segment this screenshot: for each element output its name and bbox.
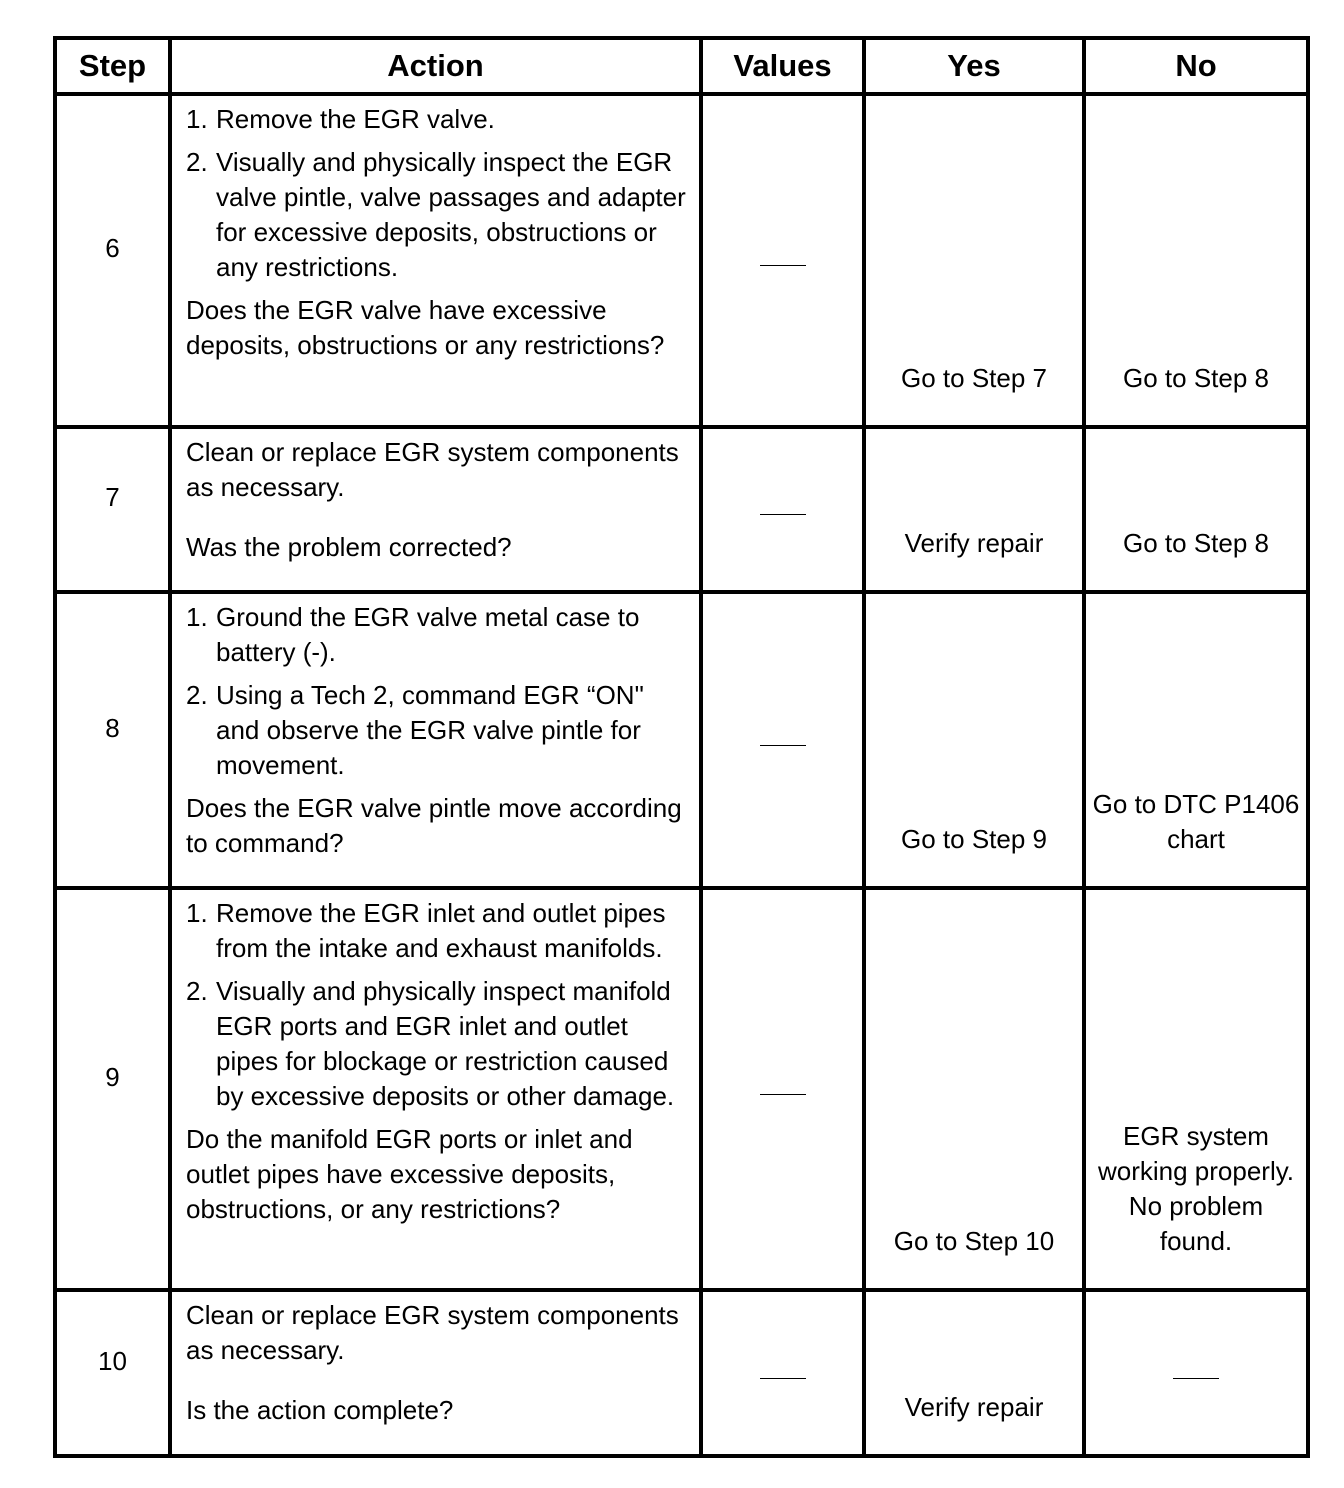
action-text: Clean or replace EGR system components as necessary. xyxy=(186,437,679,502)
table-row xyxy=(55,1290,1308,1456)
header-no: No xyxy=(1084,38,1308,94)
empty-value-dash xyxy=(760,1378,806,1379)
action-item: 2. Visually and physically inspect manifold EGR ports and EGR inlet and outlet pipes for blockage or restriction caused by excessive deposits or other damage. xyxy=(186,976,675,1111)
values-cell xyxy=(701,592,864,888)
action-cell xyxy=(170,1290,701,1456)
yes-cell: Go to Step 9 xyxy=(864,592,1084,888)
no-cell: Go to Step 8 xyxy=(1084,94,1308,427)
action-item: 2. Using a Tech 2, command EGR “ON" and observe the EGR valve pintle for movement. xyxy=(186,680,644,780)
values-cell xyxy=(701,1290,864,1456)
action-question: Do the manifold EGR ports or inlet and outlet pipes have excessive deposits, obstructions, or any restrictions? xyxy=(186,1124,633,1224)
action-cell xyxy=(170,427,701,592)
values-cell xyxy=(701,94,864,427)
yes-cell: Verify repair xyxy=(864,1290,1084,1456)
values-cell xyxy=(701,427,864,592)
action-question: Was the problem corrected? xyxy=(186,532,512,562)
empty-value-dash xyxy=(760,265,806,266)
table-row xyxy=(55,592,1308,888)
action-question: Is the action complete? xyxy=(186,1395,454,1425)
header-step: Step xyxy=(55,38,170,94)
header-row xyxy=(55,38,1308,94)
action-cell xyxy=(170,94,701,427)
step-number: 9 xyxy=(55,888,170,1290)
table-row xyxy=(55,888,1308,1290)
table-row xyxy=(55,94,1308,427)
empty-value-dash xyxy=(760,1094,806,1095)
action-text: Clean or replace EGR system components as necessary. xyxy=(186,1300,679,1365)
yes-cell: Go to Step 7 xyxy=(864,94,1084,427)
header-action: Action xyxy=(170,38,701,94)
no-cell xyxy=(1084,1290,1308,1456)
yes-cell: Go to Step 10 xyxy=(864,888,1084,1290)
no-cell: Go to DTC P1406 chart xyxy=(1084,592,1308,888)
values-cell xyxy=(701,888,864,1290)
no-cell: Go to Step 8 xyxy=(1084,427,1308,592)
header-yes: Yes xyxy=(864,38,1084,94)
action-item: 2. Visually and physically inspect the EGR valve pintle, valve passages and adapter for excessive deposits, obstructions or any restrictions. xyxy=(186,147,686,282)
action-item: 1. Remove the EGR valve. xyxy=(186,104,495,134)
empty-value-dash xyxy=(760,745,806,746)
header-values: Values xyxy=(701,38,864,94)
empty-value-dash xyxy=(1173,1378,1219,1379)
diagnostic-table xyxy=(53,36,1310,1458)
action-item: 1. Ground the EGR valve metal case to battery (-). xyxy=(186,602,640,667)
action-cell xyxy=(170,592,701,888)
action-item: 1. Remove the EGR inlet and outlet pipes from the intake and exhaust manifolds. xyxy=(186,898,666,963)
step-number: 8 xyxy=(55,592,170,888)
table-row xyxy=(55,427,1308,592)
action-question: Does the EGR valve have excessive deposits, obstructions or any restrictions? xyxy=(186,295,665,360)
yes-cell: Verify repair xyxy=(864,427,1084,592)
empty-value-dash xyxy=(760,514,806,515)
step-number: 7 xyxy=(55,427,170,592)
step-number: 10 xyxy=(55,1290,170,1456)
step-number: 6 xyxy=(55,94,170,427)
action-question: Does the EGR valve pintle move according to command? xyxy=(186,793,682,858)
no-cell: EGR system working properly. No problem found. xyxy=(1084,888,1308,1290)
action-cell xyxy=(170,888,701,1290)
